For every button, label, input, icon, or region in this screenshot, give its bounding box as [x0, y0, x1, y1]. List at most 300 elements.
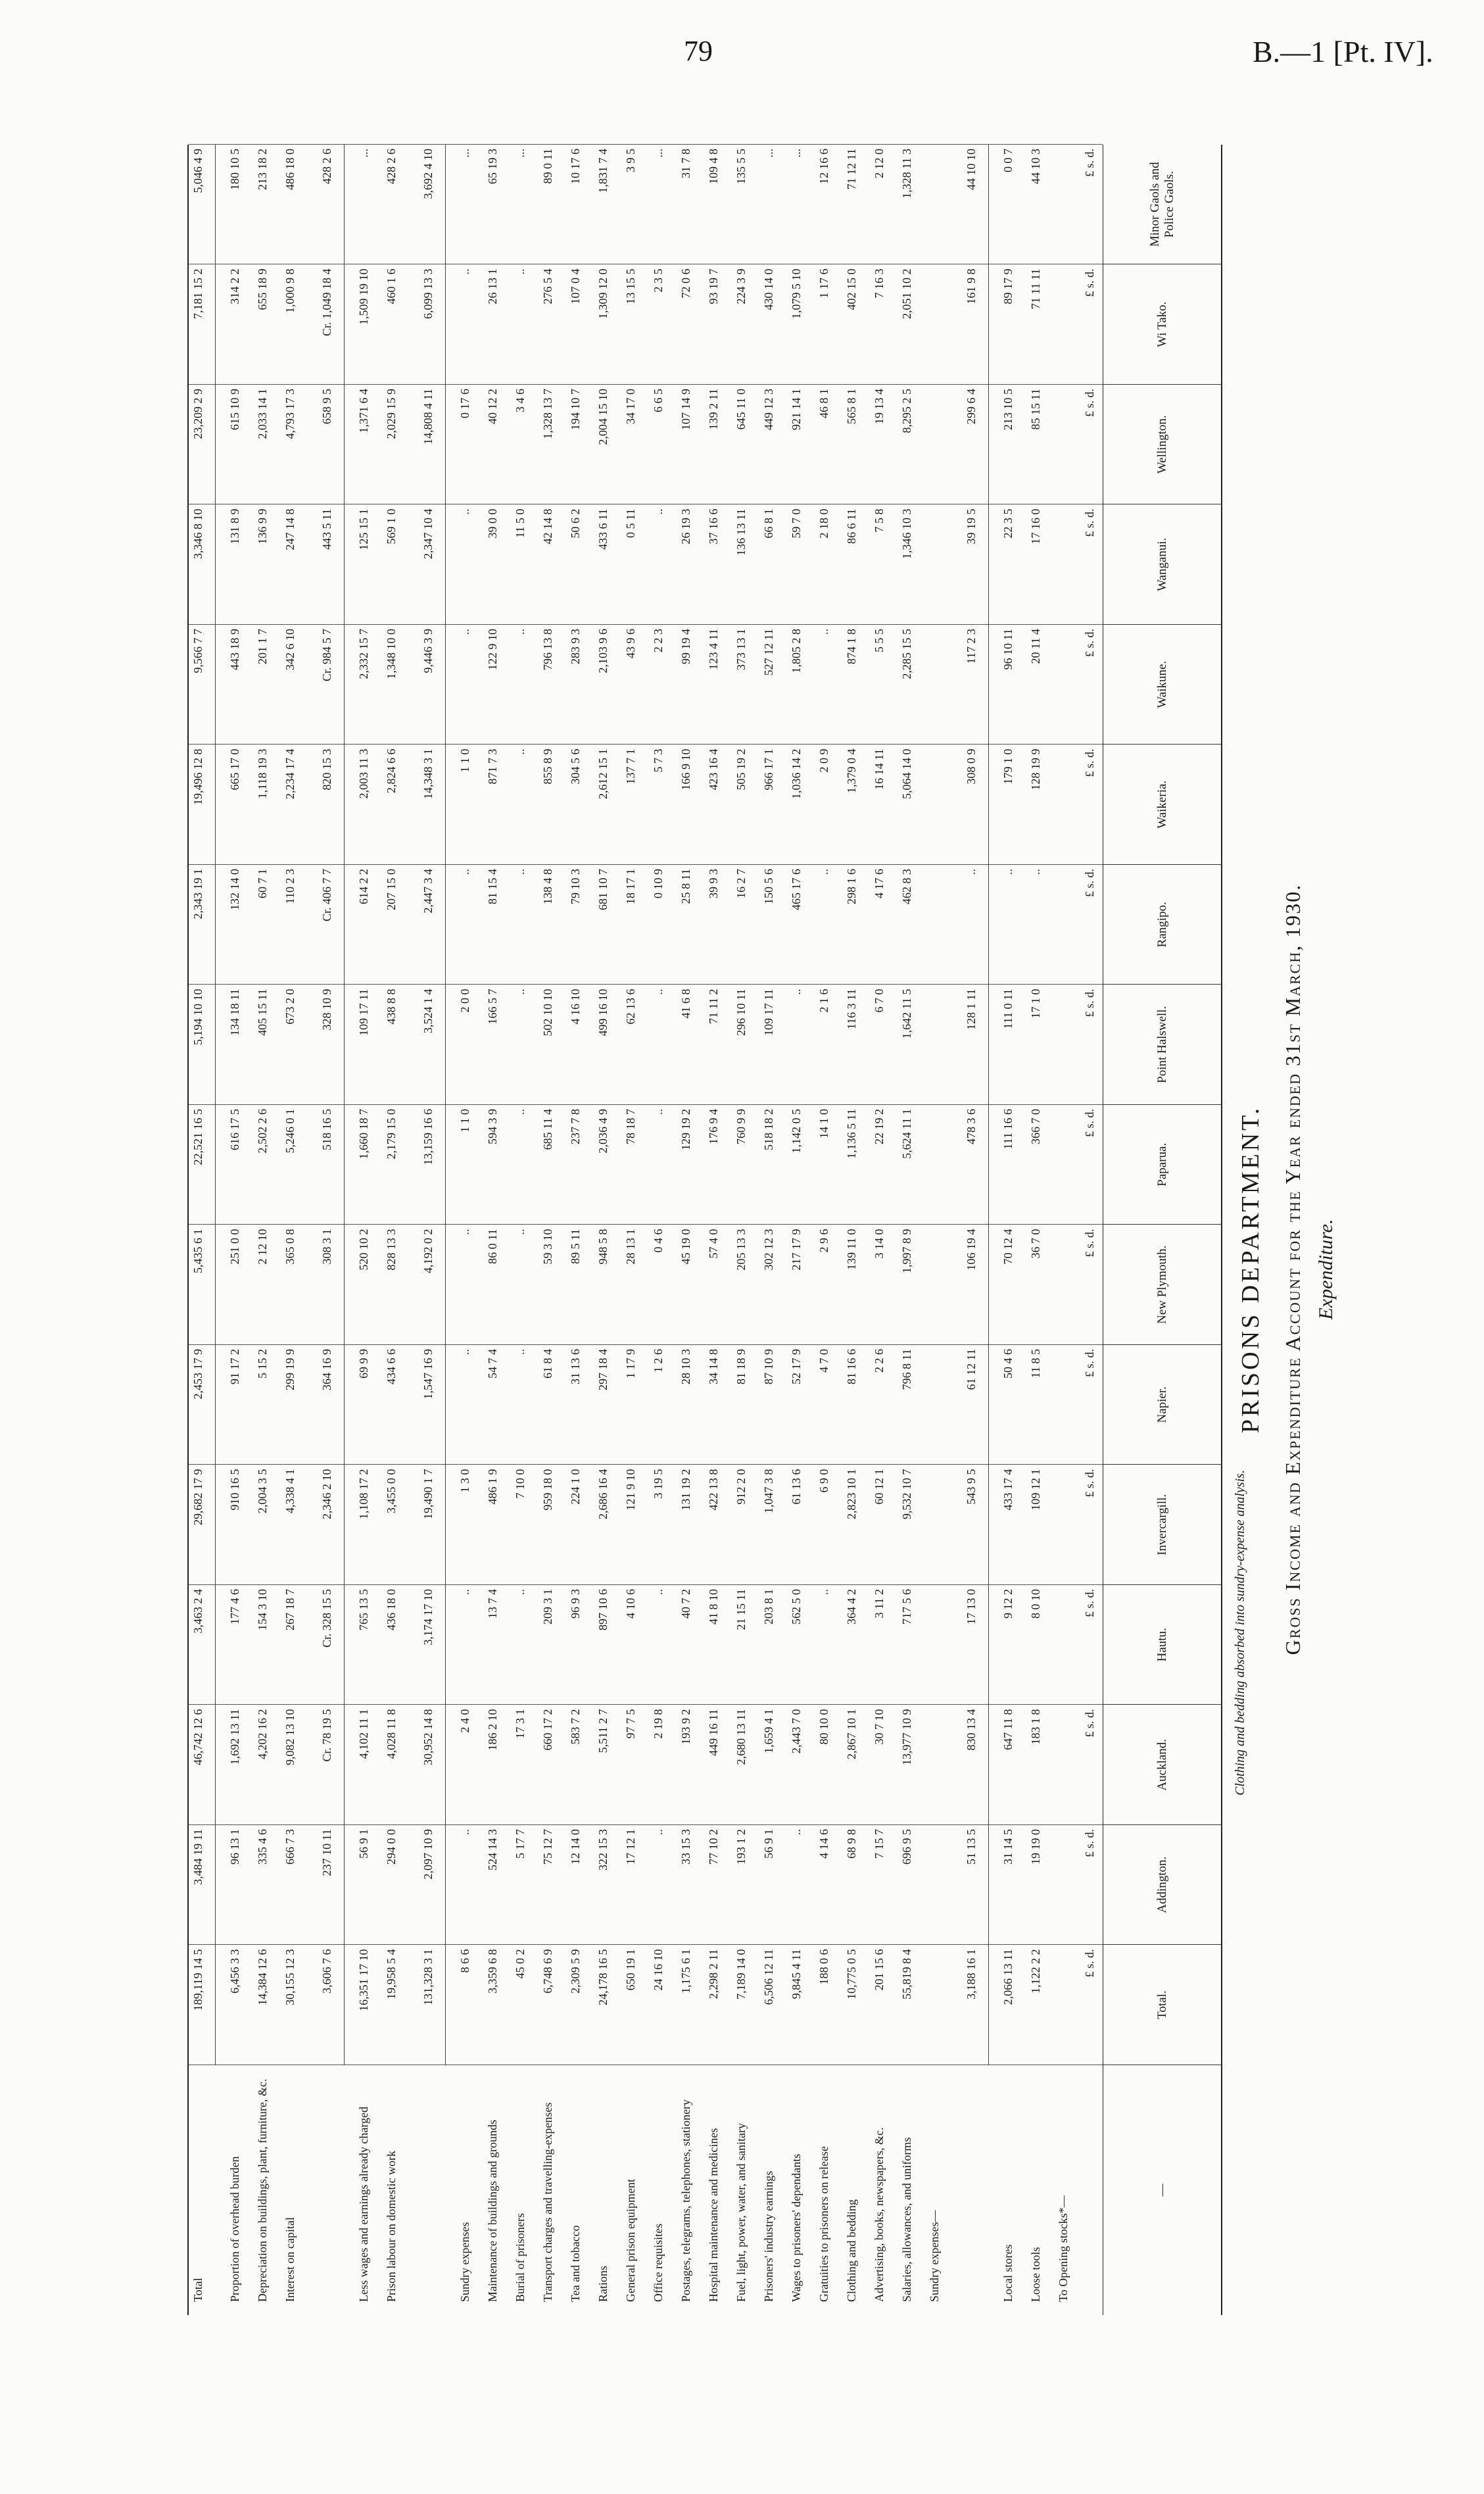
- row-label: Clothing and bedding: [845, 2199, 858, 2302]
- table-cell: 2,097 10 9: [421, 1829, 435, 1880]
- table-cell: 109 17 11: [357, 989, 370, 1036]
- row-label: Less wages and earnings already charged: [357, 2106, 370, 2302]
- table-cell: 3 19 5: [652, 1469, 665, 1499]
- table-cell: 1,328 13 7: [541, 389, 554, 439]
- table-cell: 614 2 2: [357, 869, 370, 904]
- table-cell: ..: [652, 1589, 665, 1595]
- currency-unit: £ s. d.: [1083, 748, 1096, 777]
- table-cell: 46 8 1: [817, 389, 830, 418]
- row-label: Depreciation on buildings, plant, furniture, &c.: [256, 2078, 269, 2302]
- table-cell: ...: [652, 149, 665, 158]
- table-cell: 2,343 19 1: [191, 869, 204, 919]
- table-cell: 2 2 6: [873, 1349, 886, 1373]
- column-header: Napier.: [1103, 1345, 1222, 1465]
- table-cell: 203 8 1: [762, 1589, 775, 1625]
- table-cell: ...: [514, 149, 527, 158]
- table-cell: 364 16 9: [320, 1349, 333, 1390]
- table-cell: 2,346 2 10: [320, 1469, 333, 1519]
- table-cell: 42 14 8: [541, 508, 554, 545]
- table-cell: 5 15 2: [256, 1349, 269, 1379]
- table-cell: 6 7 0: [873, 989, 886, 1013]
- table-cell: 1,079 5 10: [790, 268, 803, 319]
- table-cell: 3,346 8 10: [191, 508, 204, 559]
- table-cell: 9,566 7 7: [191, 629, 204, 673]
- table-cell: 364 4 2: [845, 1589, 858, 1625]
- table-cell: 40 12 2: [486, 389, 499, 424]
- table-cell: 302 12 3: [762, 1229, 775, 1271]
- table-cell: 328 10 9: [320, 989, 333, 1031]
- table-cell: 562 5 0: [790, 1589, 803, 1625]
- header-label-cell: —: [1155, 2184, 1169, 2197]
- table-cell: 4 16 10: [569, 989, 582, 1025]
- table-cell: 9,082 13 10: [283, 1709, 297, 1765]
- table-cell: 7,189 14 0: [734, 1949, 748, 1999]
- currency-unit: £ s. d.: [1083, 1349, 1096, 1378]
- table-cell: 2,309 5 9: [569, 1949, 582, 1993]
- table-cell: 2,823 10 1: [845, 1469, 858, 1519]
- page-reference: B.—1 [Pt. IV].: [1253, 35, 1433, 68]
- table-cell: 616 17 5: [228, 1109, 241, 1150]
- table-cell: 19,490 1 7: [421, 1469, 435, 1519]
- table-cell: 465 17 6: [790, 869, 803, 910]
- table-cell: 1,371 6 4: [357, 389, 370, 433]
- column-header: Paparua.: [1103, 1105, 1222, 1225]
- table-cell: 96 10 11: [1001, 629, 1015, 670]
- table-cell: 18 17 1: [624, 869, 637, 904]
- table-cell: 12 14 0: [569, 1829, 582, 1865]
- table-cell: 2,179 15 0: [385, 1109, 398, 1160]
- table-cell: 19 13 4: [873, 389, 886, 424]
- currency-unit: £ s. d.: [1083, 1829, 1096, 1858]
- table-cell: 1 17 9: [624, 1349, 637, 1379]
- table-cell: 4,793 17 3: [283, 389, 297, 439]
- table-cell: 13 15 5: [624, 268, 637, 305]
- row-label: General prison equipment: [624, 2179, 637, 2302]
- table-cell: 1,108 17 2: [357, 1469, 370, 1519]
- table-cell: ..: [514, 869, 527, 875]
- table-cell: 717 5 6: [900, 1589, 913, 1625]
- table-cell: 342 6 10: [283, 629, 297, 670]
- table-cell: 23,209 2 9: [191, 389, 204, 439]
- table-cell: 820 15 3: [320, 748, 333, 791]
- table-cell: 224 1 0: [569, 1469, 582, 1505]
- table-cell: ...: [790, 149, 803, 158]
- table-cell: 44 10 10: [965, 149, 978, 190]
- table-cell: 527 12 11: [762, 629, 775, 676]
- table-cell: 70 12 4: [1001, 1229, 1015, 1265]
- table-cell: 207 15 0: [385, 869, 398, 910]
- table-cell: 298 1 6: [845, 869, 858, 904]
- table-cell: 430 14 0: [762, 268, 775, 310]
- table-cell: 2,066 13 11: [1001, 1949, 1015, 2005]
- row-label: To Opening stocks*—: [1057, 2195, 1070, 2302]
- table-cell: 6 9 0: [817, 1469, 830, 1493]
- table-cell: 1,659 4 1: [762, 1709, 775, 1753]
- table-cell: 3,174 17 10: [421, 1589, 435, 1646]
- table-cell: 2,824 6 6: [385, 748, 398, 793]
- table-cell: 60 7 1: [256, 869, 269, 898]
- table-cell: 1,547 16 9: [421, 1349, 435, 1400]
- currency-unit: £ s. d.: [1083, 1589, 1096, 1618]
- table-cell: 57 4 0: [707, 1229, 720, 1259]
- table-cell: 9 12 2: [1001, 1589, 1015, 1619]
- table-cell: 122 9 10: [486, 629, 499, 670]
- table-cell: 11 5 0: [514, 508, 527, 538]
- table-cell: 1,346 10 3: [900, 508, 913, 559]
- column-header: Hautu.: [1103, 1585, 1222, 1705]
- table-cell: 16 14 11: [873, 748, 886, 790]
- table-cell: 2 2 3: [652, 629, 665, 652]
- table-cell: 2 0 9: [817, 748, 830, 773]
- table-cell: 217 17 9: [790, 1229, 803, 1271]
- table-cell: ..: [652, 1829, 665, 1835]
- row-label: Burial of prisoners: [514, 2213, 527, 2302]
- table-cell: 1,997 8 9: [900, 1229, 913, 1273]
- table-cell: 14,348 3 1: [421, 748, 435, 799]
- table-cell: 19,958 5 4: [385, 1949, 398, 1999]
- table-cell: Cr. 406 7 7: [320, 869, 333, 922]
- table-cell: ..: [514, 268, 527, 275]
- table-cell: 26 19 3: [679, 508, 692, 545]
- table-cell: 237 7 8: [569, 1109, 582, 1144]
- table-cell: 7 16 3: [873, 268, 886, 299]
- table-cell: 139 11 0: [845, 1229, 858, 1270]
- table-cell: 1 1 0: [458, 1109, 471, 1133]
- table-cell: ..: [652, 989, 665, 995]
- table-cell: ...: [458, 149, 471, 158]
- column-header: Waikeria.: [1103, 745, 1222, 866]
- table-cell: 186 2 10: [486, 1709, 499, 1751]
- row-label: Rations: [596, 2265, 610, 2302]
- table-cell: 655 18 9: [256, 268, 269, 310]
- currency-unit: £ s. d.: [1083, 268, 1096, 297]
- table-cell: 486 18 0: [283, 149, 297, 190]
- table-cell: 2,443 7 0: [790, 1709, 803, 1753]
- table-cell: 2,103 9 6: [596, 629, 610, 673]
- table-cell: 33 15 3: [679, 1829, 692, 1865]
- table-cell: ..: [458, 629, 471, 635]
- table-cell: 2 1 6: [817, 989, 830, 1013]
- table-cell: 402 15 0: [845, 268, 858, 310]
- table-cell: 7 10 0: [514, 1469, 527, 1499]
- table-cell: 1 2 6: [652, 1349, 665, 1373]
- table-cell: 3 11 2: [873, 1589, 886, 1619]
- table-cell: 2,453 17 9: [191, 1349, 204, 1400]
- table-cell: 39 9 3: [707, 869, 720, 898]
- table-cell: 1,309 12 0: [596, 268, 610, 319]
- table-cell: 28 13 1: [624, 1229, 637, 1265]
- table-cell: 520 10 2: [357, 1229, 370, 1271]
- table-cell: 3,524 1 4: [421, 989, 435, 1033]
- table-cell: 2 0 0: [458, 989, 471, 1013]
- table-cell: 29,682 17 9: [191, 1469, 204, 1525]
- table-cell: 66 8 1: [762, 508, 775, 539]
- table-cell: 2,029 15 9: [385, 389, 398, 439]
- table-cell: 6,506 12 11: [762, 1949, 775, 2005]
- table-cell: ..: [1029, 869, 1042, 875]
- table-cell: 1,660 18 7: [357, 1109, 370, 1160]
- table-cell: 665 17 0: [228, 748, 241, 791]
- table-cell: 1 1 0: [458, 748, 471, 773]
- row-label: Maintenance of buildings and grounds: [486, 2120, 499, 2302]
- currency-unit: £ s. d.: [1083, 629, 1096, 658]
- table-cell: 2,347 10 4: [421, 508, 435, 559]
- table-cell: 16,351 17 10: [357, 1949, 370, 2011]
- table-cell: 308 0 9: [965, 748, 978, 785]
- table-cell: 96 13 1: [228, 1829, 241, 1865]
- table-cell: 1,036 14 2: [790, 748, 803, 799]
- table-cell: 443 5 11: [320, 508, 333, 550]
- table-cell: 486 1 9: [486, 1469, 499, 1505]
- table-cell: 666 7 3: [283, 1829, 297, 1865]
- table-cell: 2,680 13 11: [734, 1709, 748, 1765]
- table-cell: 373 13 1: [734, 629, 748, 670]
- row-label: Postages, telegrams, telephones, stationery: [679, 2099, 692, 2302]
- table-cell: 4,102 11 1: [357, 1709, 370, 1759]
- table-cell: 2,004 15 10: [596, 389, 610, 445]
- table-cell: 20 11 4: [1029, 629, 1042, 664]
- table-cell: 583 7 2: [569, 1709, 582, 1745]
- table-cell: 110 2 3: [283, 869, 297, 904]
- table-cell: 2,612 15 1: [596, 748, 610, 799]
- table-cell: 910 16 5: [228, 1469, 241, 1511]
- table-cell: 22 3 5: [1001, 508, 1015, 539]
- column-header: Addington.: [1103, 1825, 1222, 1945]
- table-cell: 796 13 8: [541, 629, 554, 670]
- table-cell: 5 7 3: [652, 748, 665, 773]
- table-cell: 81 16 6: [845, 1349, 858, 1384]
- table-cell: 116 3 11: [845, 989, 858, 1030]
- row-label: Proportion of overhead burden: [228, 2156, 241, 2302]
- table-cell: 209 3 1: [541, 1589, 554, 1625]
- table-cell: 645 11 0: [734, 389, 748, 430]
- table-cell: 89 5 11: [569, 1229, 582, 1264]
- table-cell: 13,977 10 9: [900, 1709, 913, 1765]
- currency-unit: £ s. d.: [1083, 1949, 1096, 1978]
- table-cell: 107 14 9: [679, 389, 692, 430]
- table-cell: 134 18 11: [228, 989, 241, 1036]
- table-cell: 136 13 11: [734, 508, 748, 556]
- table-cell: 366 7 0: [1029, 1109, 1042, 1144]
- table-cell: 69 9 9: [357, 1349, 370, 1379]
- table-cell: 5,624 11 1: [900, 1109, 913, 1159]
- table-cell: 13,159 16 6: [421, 1109, 435, 1165]
- table-cell: 77 10 2: [707, 1829, 720, 1865]
- table-cell: 224 3 9: [734, 268, 748, 305]
- table-cell: 428 2 6: [320, 149, 333, 184]
- table-cell: 150 5 6: [762, 869, 775, 904]
- table-cell: ..: [514, 629, 527, 635]
- table-cell: 50 4 6: [1001, 1349, 1015, 1379]
- table-cell: 267 18 7: [283, 1589, 297, 1630]
- department-title: PRISONS DEPARTMENT.: [1237, 1105, 1264, 1434]
- table-cell: 5,246 0 1: [283, 1109, 297, 1154]
- table-cell: 855 8 9: [541, 748, 554, 785]
- table-cell: 205 13 3: [734, 1229, 748, 1271]
- table-cell: ..: [652, 1109, 665, 1115]
- table-cell: 594 3 9: [486, 1109, 499, 1144]
- table-cell: 1,328 11 3: [900, 149, 913, 199]
- table-cell: 1,379 0 4: [845, 748, 858, 793]
- table-cell: 72 0 6: [679, 268, 692, 299]
- table-cell: 180 10 5: [228, 149, 241, 190]
- table-cell: 423 16 4: [707, 748, 720, 791]
- table-cell: 65 19 3: [486, 149, 499, 184]
- table-cell: 830 13 4: [965, 1709, 978, 1751]
- table-cell: 75 12 7: [541, 1829, 554, 1865]
- table-cell: ..: [1001, 869, 1015, 875]
- table-cell: 24,178 16 5: [596, 1949, 610, 2005]
- table-cell: 2,285 15 5: [900, 629, 913, 679]
- row-label: Interest on capital: [283, 2217, 297, 2302]
- table-cell: 434 6 6: [385, 1349, 398, 1384]
- table-cell: 1,047 3 8: [762, 1469, 775, 1513]
- table-cell: 8 0 10: [1029, 1589, 1042, 1619]
- column-header: Total.: [1103, 1945, 1222, 2066]
- table-cell: 3,463 2 4: [191, 1589, 204, 1634]
- table-cell: 111 16 6: [1001, 1109, 1015, 1150]
- table-cell: 30,155 12 3: [283, 1949, 297, 2005]
- row-label: Sundry expenses—: [928, 2210, 941, 2302]
- table-cell: 658 9 5: [320, 389, 333, 424]
- table-cell: 166 5 7: [486, 989, 499, 1025]
- table-cell: 1 3 0: [458, 1469, 471, 1493]
- table-cell: 93 19 7: [707, 268, 720, 305]
- table-cell: 132 14 0: [228, 869, 241, 910]
- account-subtitle: Gross Income and Expenditure Account for the Year ended 31st March, 1930.: [1281, 883, 1304, 1655]
- table-cell: 0 5 11: [624, 508, 637, 538]
- row-label: Prison labour on domestic work: [385, 2151, 398, 2302]
- table-cell: 3,359 6 8: [486, 1949, 499, 1993]
- currency-unit: £ s. d.: [1083, 1709, 1096, 1738]
- table-cell: 299 19 9: [283, 1349, 297, 1390]
- table-cell: 0 4 6: [652, 1229, 665, 1253]
- table-cell: 135 5 5: [734, 149, 748, 184]
- table-cell: 966 17 1: [762, 748, 775, 791]
- row-label: Office requisites: [652, 2223, 665, 2302]
- table-cell: ..: [458, 508, 471, 515]
- table-cell: 3 9 5: [624, 149, 637, 172]
- table-cell: 0 17 6: [458, 389, 471, 418]
- table-cell: 59 3 10: [541, 1229, 554, 1265]
- table-cell: 897 10 6: [596, 1589, 610, 1630]
- table-cell: 13 7 4: [486, 1589, 499, 1619]
- table-cell: 99 19 4: [679, 629, 692, 664]
- currency-unit: £ s. d.: [1083, 989, 1096, 1017]
- table-cell: 111 0 11: [1001, 989, 1015, 1029]
- table-cell: 4 17 6: [873, 869, 886, 898]
- table-cell: 71 11 2: [707, 989, 720, 1024]
- table-cell: 24 16 10: [652, 1949, 665, 1991]
- table-cell: 14,384 12 6: [256, 1949, 269, 2005]
- table-cell: 7 15 7: [873, 1829, 886, 1859]
- table-cell: 123 4 11: [707, 629, 720, 670]
- table-cell: 22,521 16 5: [191, 1109, 204, 1165]
- table-cell: 131,328 3 1: [421, 1949, 435, 2005]
- subtotal-rule: [445, 145, 446, 2065]
- table-cell: 61 13 6: [790, 1469, 803, 1505]
- table-cell: 1,831 7 4: [596, 149, 610, 193]
- table-cell: 17 12 1: [624, 1829, 637, 1865]
- table-cell: 117 2 3: [965, 629, 978, 664]
- column-header: Wi Tako.: [1103, 265, 1222, 385]
- table-cell: 449 16 11: [707, 1709, 720, 1756]
- table-cell: 85 15 11: [1029, 389, 1042, 430]
- table-cell: 299 6 4: [965, 389, 978, 424]
- table-cell: 59 7 0: [790, 508, 803, 539]
- table-cell: 247 14 8: [283, 508, 297, 550]
- table-cell: ..: [652, 508, 665, 515]
- table-cell: 871 7 3: [486, 748, 499, 785]
- table-cell: 314 2 2: [228, 268, 241, 305]
- row-label: Fuel, light, power, water, and sanitary: [734, 2123, 748, 2302]
- table-cell: 188 0 6: [817, 1949, 830, 1985]
- table-cell: 109 17 11: [762, 989, 775, 1036]
- table-cell: ..: [514, 1349, 527, 1355]
- row-label: Tea and tobacco: [569, 2225, 582, 2302]
- table-cell: 71 12 11: [845, 149, 858, 190]
- table-cell: 154 3 10: [256, 1589, 269, 1630]
- table-cell: 79 10 3: [569, 869, 582, 904]
- currency-unit: £ s. d.: [1083, 1229, 1096, 1258]
- table-cell: 3 14 0: [873, 1229, 886, 1259]
- table-cell: 1,692 13 11: [228, 1709, 241, 1765]
- table-cell: 3,188 16 1: [965, 1949, 978, 1999]
- table-cell: 4,202 16 2: [256, 1709, 269, 1759]
- table-cell: 518 18 2: [762, 1109, 775, 1150]
- table-cell: 19,496 12 8: [191, 748, 204, 805]
- table-cell: 673 2 0: [283, 989, 297, 1025]
- column-header: Invercargill.: [1103, 1465, 1222, 1586]
- table-cell: 17 13 0: [965, 1589, 978, 1625]
- table-cell: 2,036 4 9: [596, 1109, 610, 1154]
- table-cell: 213 18 2: [256, 149, 269, 190]
- table-cell: 30,952 14 8: [421, 1709, 435, 1765]
- table-cell: 4,338 4 1: [283, 1469, 297, 1513]
- table-cell: 55,819 8 4: [900, 1949, 913, 1999]
- table-cell: ..: [817, 869, 830, 875]
- table-cell: 78 18 7: [624, 1109, 637, 1144]
- table-cell: 443 18 9: [228, 629, 241, 670]
- table-cell: 433 6 11: [596, 508, 610, 550]
- table-cell: 80 10 0: [817, 1709, 830, 1745]
- table-cell: 107 0 4: [569, 268, 582, 305]
- table-cell: 129 19 2: [679, 1109, 692, 1150]
- table-cell: ..: [514, 748, 527, 755]
- currency-unit: £ s. d.: [1083, 508, 1096, 537]
- table-cell: 5 17 7: [514, 1829, 527, 1859]
- table-cell: 28 10 3: [679, 1349, 692, 1384]
- table-cell: 569 1 0: [385, 508, 398, 545]
- table-cell: 61 12 11: [965, 1349, 978, 1390]
- table-cell: 81 18 9: [734, 1349, 748, 1384]
- row-label: Hospital maintenance and medicines: [707, 2128, 720, 2302]
- table-cell: ..: [514, 1229, 527, 1235]
- table-cell: 22 19 2: [873, 1109, 886, 1144]
- table-cell: 128 1 11: [965, 989, 978, 1030]
- table-cell: ..: [514, 1109, 527, 1115]
- table-cell: 40 7 2: [679, 1589, 692, 1619]
- table-cell: 0 0 7: [1001, 149, 1015, 172]
- table-cell: 322 15 3: [596, 1829, 610, 1870]
- subtotal-rule: [988, 145, 989, 2065]
- table-cell: 296 10 11: [734, 989, 748, 1036]
- subtotal-rule: [215, 145, 216, 2065]
- table-cell: ..: [817, 1589, 830, 1595]
- table-cell: 2,003 11 3: [357, 748, 370, 799]
- table-cell: 365 0 8: [283, 1229, 297, 1265]
- table-cell: 11 8 5: [1029, 1349, 1042, 1379]
